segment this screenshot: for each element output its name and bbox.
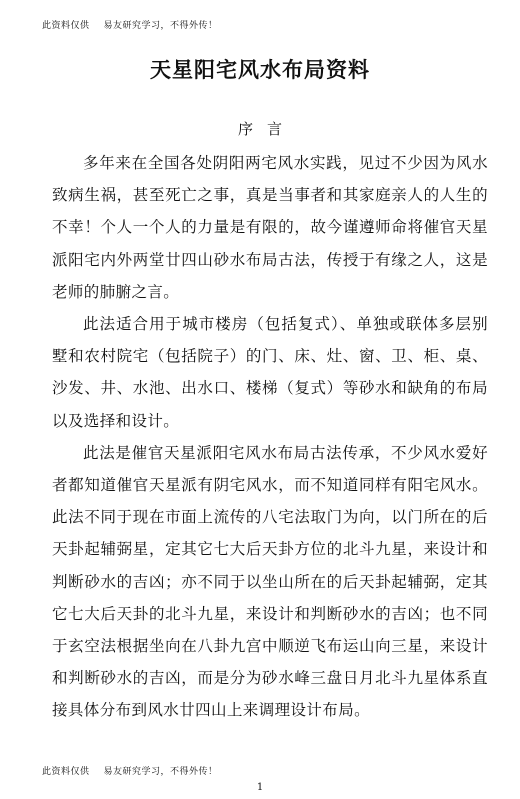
footer-disclaimer-right: 易友研究学习，不得外传！	[103, 767, 218, 777]
preface-heading: 序言	[237, 120, 296, 138]
paragraph: 多年来在全国各处阴阳两宅风水实践，见过不少因为风水致病生祸，甚至死亡之事，真是当事者和其家庭亲人的人生的不幸！个人一个人的力量是有限的，故今谨遵师命将催官天星派阳宅内外两堂廿四山砂水布局古法，传授于有缘之人，这是老师的肺腑之言。	[52, 154, 488, 301]
document-title: 天星阳宅风水布局资料	[150, 58, 370, 82]
footer-disclaimer-left: 此资料仅供	[42, 767, 90, 777]
footer-disclaimer	[42, 764, 218, 777]
header-disclaimer-left: 此资料仅供	[42, 21, 90, 31]
header-disclaimer-right: 易友研究学习，不得外传！	[103, 21, 218, 31]
paragraph: 此法是催官天星派阳宅风水布局古法传承，不少风水爱好者都知道催官天星派有阴宅风水，而不知道同样有阳宅风水。此法不同于现在市面上流传的八宅法取门为向，以门所在的后天卦起辅弼星，定其它七大后天卦方位的北斗九星，来设计和判断砂水的吉凶；亦不同于以坐山所在的后天卦起辅弼，定其它七大后天卦的北斗九星，来设计和判断砂水的吉凶；也不同于玄空法根据坐向在八卦九宫中顺逆飞布运山向三星，来设计和判断砂水的吉凶，而是分为砂水峰三盘日月北斗九星体系直接具体分布到风水廿四山上来调理设计布局。	[52, 443, 488, 720]
paragraph: 此法适合用于城市楼房（包括复式）、单独或联体多层别墅和农村院宅（包括院子）的门、床、灶、窗、卫、柜、桌、沙发、井、水池、出水口、楼梯（复式）等砂水和缺角的布局以及选择和设计。	[52, 315, 488, 430]
page-number: 1	[256, 782, 264, 793]
header-disclaimer	[42, 18, 218, 31]
body-text	[52, 147, 488, 727]
